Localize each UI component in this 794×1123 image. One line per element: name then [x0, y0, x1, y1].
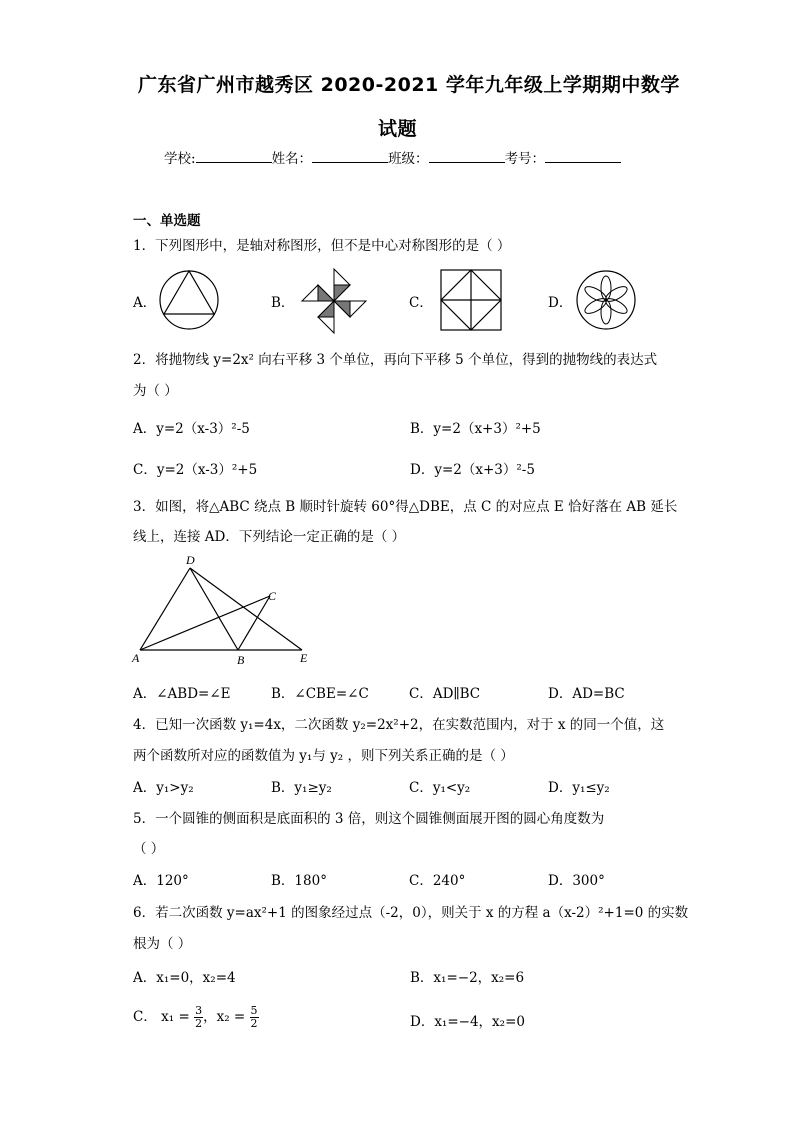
school-blank	[196, 150, 272, 163]
point-b-label: B	[237, 653, 245, 667]
class-blank	[429, 150, 505, 163]
q4-stem-line1: 4．已知一次函数 y₁=4x，二次函数 y₂=2x²+2，在实数范围内，对于 x 的同一个值，这	[133, 717, 665, 733]
q6-option-b: B．x₁=−2，x₂=6	[410, 970, 525, 986]
q6-stem-line2: 根为（ ）	[133, 936, 192, 952]
q3-option-c: C．AD∥BC	[409, 686, 481, 702]
q3-option-b: B．∠CBE=∠C	[271, 686, 369, 702]
q5-option-a: A．120°	[133, 873, 189, 889]
q6-stem-line1: 6．若二次函数 y=ax²+1 的图象经过点（-2，0），则关于 x 的方程 a（x-2）²+1=0 的实数	[133, 905, 689, 921]
q6-option-c	[133, 1005, 259, 1030]
number-label: 考号：	[504, 151, 546, 167]
q5-stem-line1: 5．一个圆锥的侧面积是底面积的 3 倍，则这个圆锥侧面展开图的圆心角度数为	[133, 811, 605, 827]
q4-option-b: B．y₁≥y₂	[271, 780, 332, 796]
q3-option-d: D．AD=BC	[548, 686, 625, 702]
flower-circle-figure	[574, 268, 638, 332]
q6-c-x1: x₁ =	[161, 1009, 190, 1025]
q2-stem-line1: 2．将抛物线 y=2x² 向右平移 3 个单位，再向下平移 5 个单位，得到的抛物线的表达式	[133, 352, 658, 368]
page-title: 广东省广州市越秀区 2020-2021 学年九年级上学期期中数学	[138, 74, 680, 96]
q4-option-c: C．y₁<y₂	[409, 780, 471, 796]
q4-option-d: D．y₁≤y₂	[548, 780, 610, 796]
q1-option-d-label: D．	[548, 295, 573, 311]
q4-stem-line2: 两个函数所对应的函数值为 y₁与 y₂ ，则下列关系正确的是（ ）	[133, 748, 514, 764]
q1-option-a-label: A．	[133, 295, 157, 311]
q2-option-a: A．y=2（x-3）²-5	[133, 421, 250, 437]
section-heading: 一、单选题	[133, 213, 201, 229]
rotation-triangle-figure	[130, 550, 320, 670]
circle-triangle-figure	[157, 268, 221, 332]
point-e-label: E	[300, 651, 308, 665]
page-title-line2: 试题	[378, 118, 418, 140]
point-a-label: A	[132, 651, 140, 665]
point-c-label: C	[268, 589, 277, 603]
q6-option-a: A．x₁=0，x₂=4	[133, 970, 236, 986]
q3-option-a: A．∠ABD=∠E	[133, 686, 231, 702]
class-label: 班级：	[388, 151, 429, 167]
q1-option-b-label: B．	[271, 295, 295, 311]
q2-option-b: B．y=2（x+3）²+5	[410, 421, 541, 437]
pinwheel-figure	[300, 267, 368, 335]
name-label: 姓名：	[271, 151, 313, 167]
name-blank	[312, 150, 388, 163]
fraction-five-halves: $\frac{5}{2}$	[250, 1004, 258, 1030]
q2-option-d: D．y=2（x+3）²-5	[410, 462, 535, 478]
q2-stem-line2: 为（ ）	[133, 383, 178, 399]
square-diamond-figure	[440, 269, 502, 331]
school-label: 学校:	[164, 151, 196, 167]
student-info	[164, 147, 621, 167]
q5-option-d: D．300°	[548, 873, 605, 889]
q6-option-d: D．x₁=−4，x₂=0	[410, 1014, 525, 1030]
q6-option-c-prefix: C．	[133, 1009, 157, 1025]
q6-c-x2: ，x₂ =	[203, 1009, 246, 1025]
fraction-three-halves: $\frac{3}{2}$	[195, 1004, 203, 1030]
q1-option-c-label: C．	[409, 295, 433, 311]
number-blank	[545, 150, 621, 163]
q5-option-c: C．240°	[409, 873, 466, 889]
q1-stem: 1．下列图形中，是轴对称图形，但不是中心对称图形的是（ ）	[133, 238, 511, 254]
q5-option-b: B．180°	[271, 873, 327, 889]
q2-option-c: C．y=2（x-3）²+5	[133, 462, 258, 478]
q3-stem-line2: 线上，连接 AD．下列结论一定正确的是（ ）	[133, 529, 406, 545]
q3-stem-line1: 3．如图，将△ABC 绕点 B 顺时针旋转 60°得△DBE，点 C 的对应点 E 恰好落在 AB 延长	[133, 499, 678, 515]
q4-option-a: A．y₁>y₂	[133, 780, 194, 796]
q5-stem-line2: （ ）	[133, 841, 165, 857]
point-d-label: D	[186, 553, 195, 567]
